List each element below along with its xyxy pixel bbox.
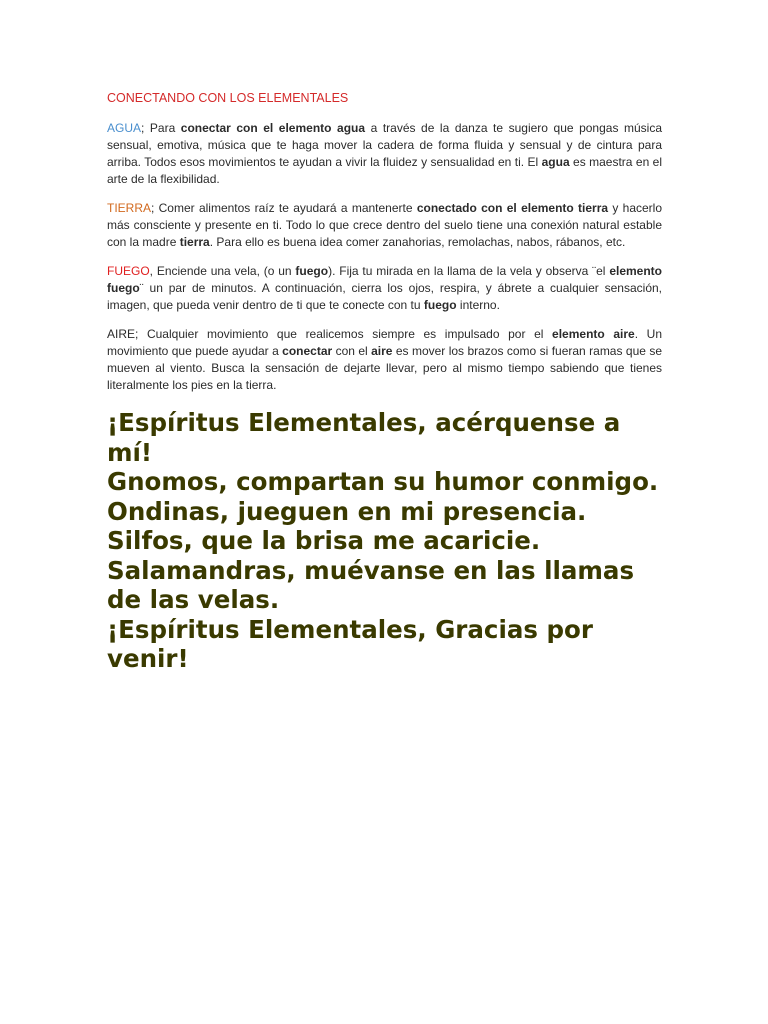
page-title: CONECTANDO CON LOS ELEMENTALES [107,91,349,105]
prayer-line: ¡Espíritus Elementales, acérquense a mí! [107,408,621,467]
bold-text: conectado con el elemento tierra [416,201,609,215]
prayer-line: Salamandras, muévanse en las llamas de las velas. [107,555,635,614]
label-agua: AGUA [107,121,142,135]
bold-text: aire [371,344,393,358]
prayer-line: ¡Espíritus Elementales, Gracias por venir! [107,614,593,673]
bold-text: conectar [282,344,333,358]
prayer-line: Silfos, que la brisa me acaricie. [107,526,541,555]
paragraph-aire [107,326,662,394]
text: con el [332,344,372,358]
text: ; Cualquier movimiento que realicemos siempre es impulsado por el [135,327,553,341]
text: interno. [456,298,500,312]
bold-text: agua [541,155,570,169]
text: y hacerlo más consciente y presente en ti. Todo lo que crece dentro del suelo tiene una conexión natural estable con la madre [107,201,663,249]
label-tierra: TIERRA [107,201,152,215]
paragraph-agua [107,120,662,188]
text: es mover los brazos como si fueran ramas que se mueven al viento. Busca la sensación de dejarte llevar, pero al mismo tiempo sabiendo que tienes literalmente los pies en la tierra. [107,344,662,392]
prayer-line: Gnomos, compartan su humor conmigo. [107,467,659,496]
bold-text: elemento fuego [107,264,662,295]
prayer-block [107,408,662,674]
bold-text: elemento aire [552,327,635,341]
text: . Un movimiento que puede ayudar a [107,327,662,358]
bold-text: tierra [179,235,210,249]
text: . Para ello es buena idea comer zanahorias, remolachas, nabos, rábanos, etc. [209,235,626,249]
bold-text: fuego [423,298,457,312]
bold-text: conectar con el elemento agua [180,121,366,135]
paragraph-tierra [107,200,662,251]
text: ¨ un par de minutos. A continuación, cierra los ojos, respira, y ábrete a cualquier sensación, imagen, que pueda venir dentro de ti que te conecte con tu [107,281,662,312]
bold-text: fuego [295,264,329,278]
prayer-line: Ondinas, jueguen en mi presencia. [107,496,587,526]
text: ; Para [141,121,181,135]
paragraph-fuego [107,263,662,314]
text: , Enciende una vela, (o un [149,264,296,278]
text: ). Fija tu mirada en la llama de la vela y observa ¨el [328,264,610,278]
text: ; Comer alimentos raíz te ayudará a mantenerte [151,201,417,215]
document-page [107,90,662,674]
text: es maestra en el arte de la flexibilidad. [107,155,663,186]
text: a través de la danza te sugiero que pongas música sensual, emotiva, música que te haga mover la cadera de forma fluida y sensual y de cintura para arriba. Todos esos movimientos te ayudan a vivir la fluidez y sensualidad en ti. El [107,121,663,169]
label-aire: AIRE [107,327,136,341]
label-fuego: FUEGO [107,264,150,278]
